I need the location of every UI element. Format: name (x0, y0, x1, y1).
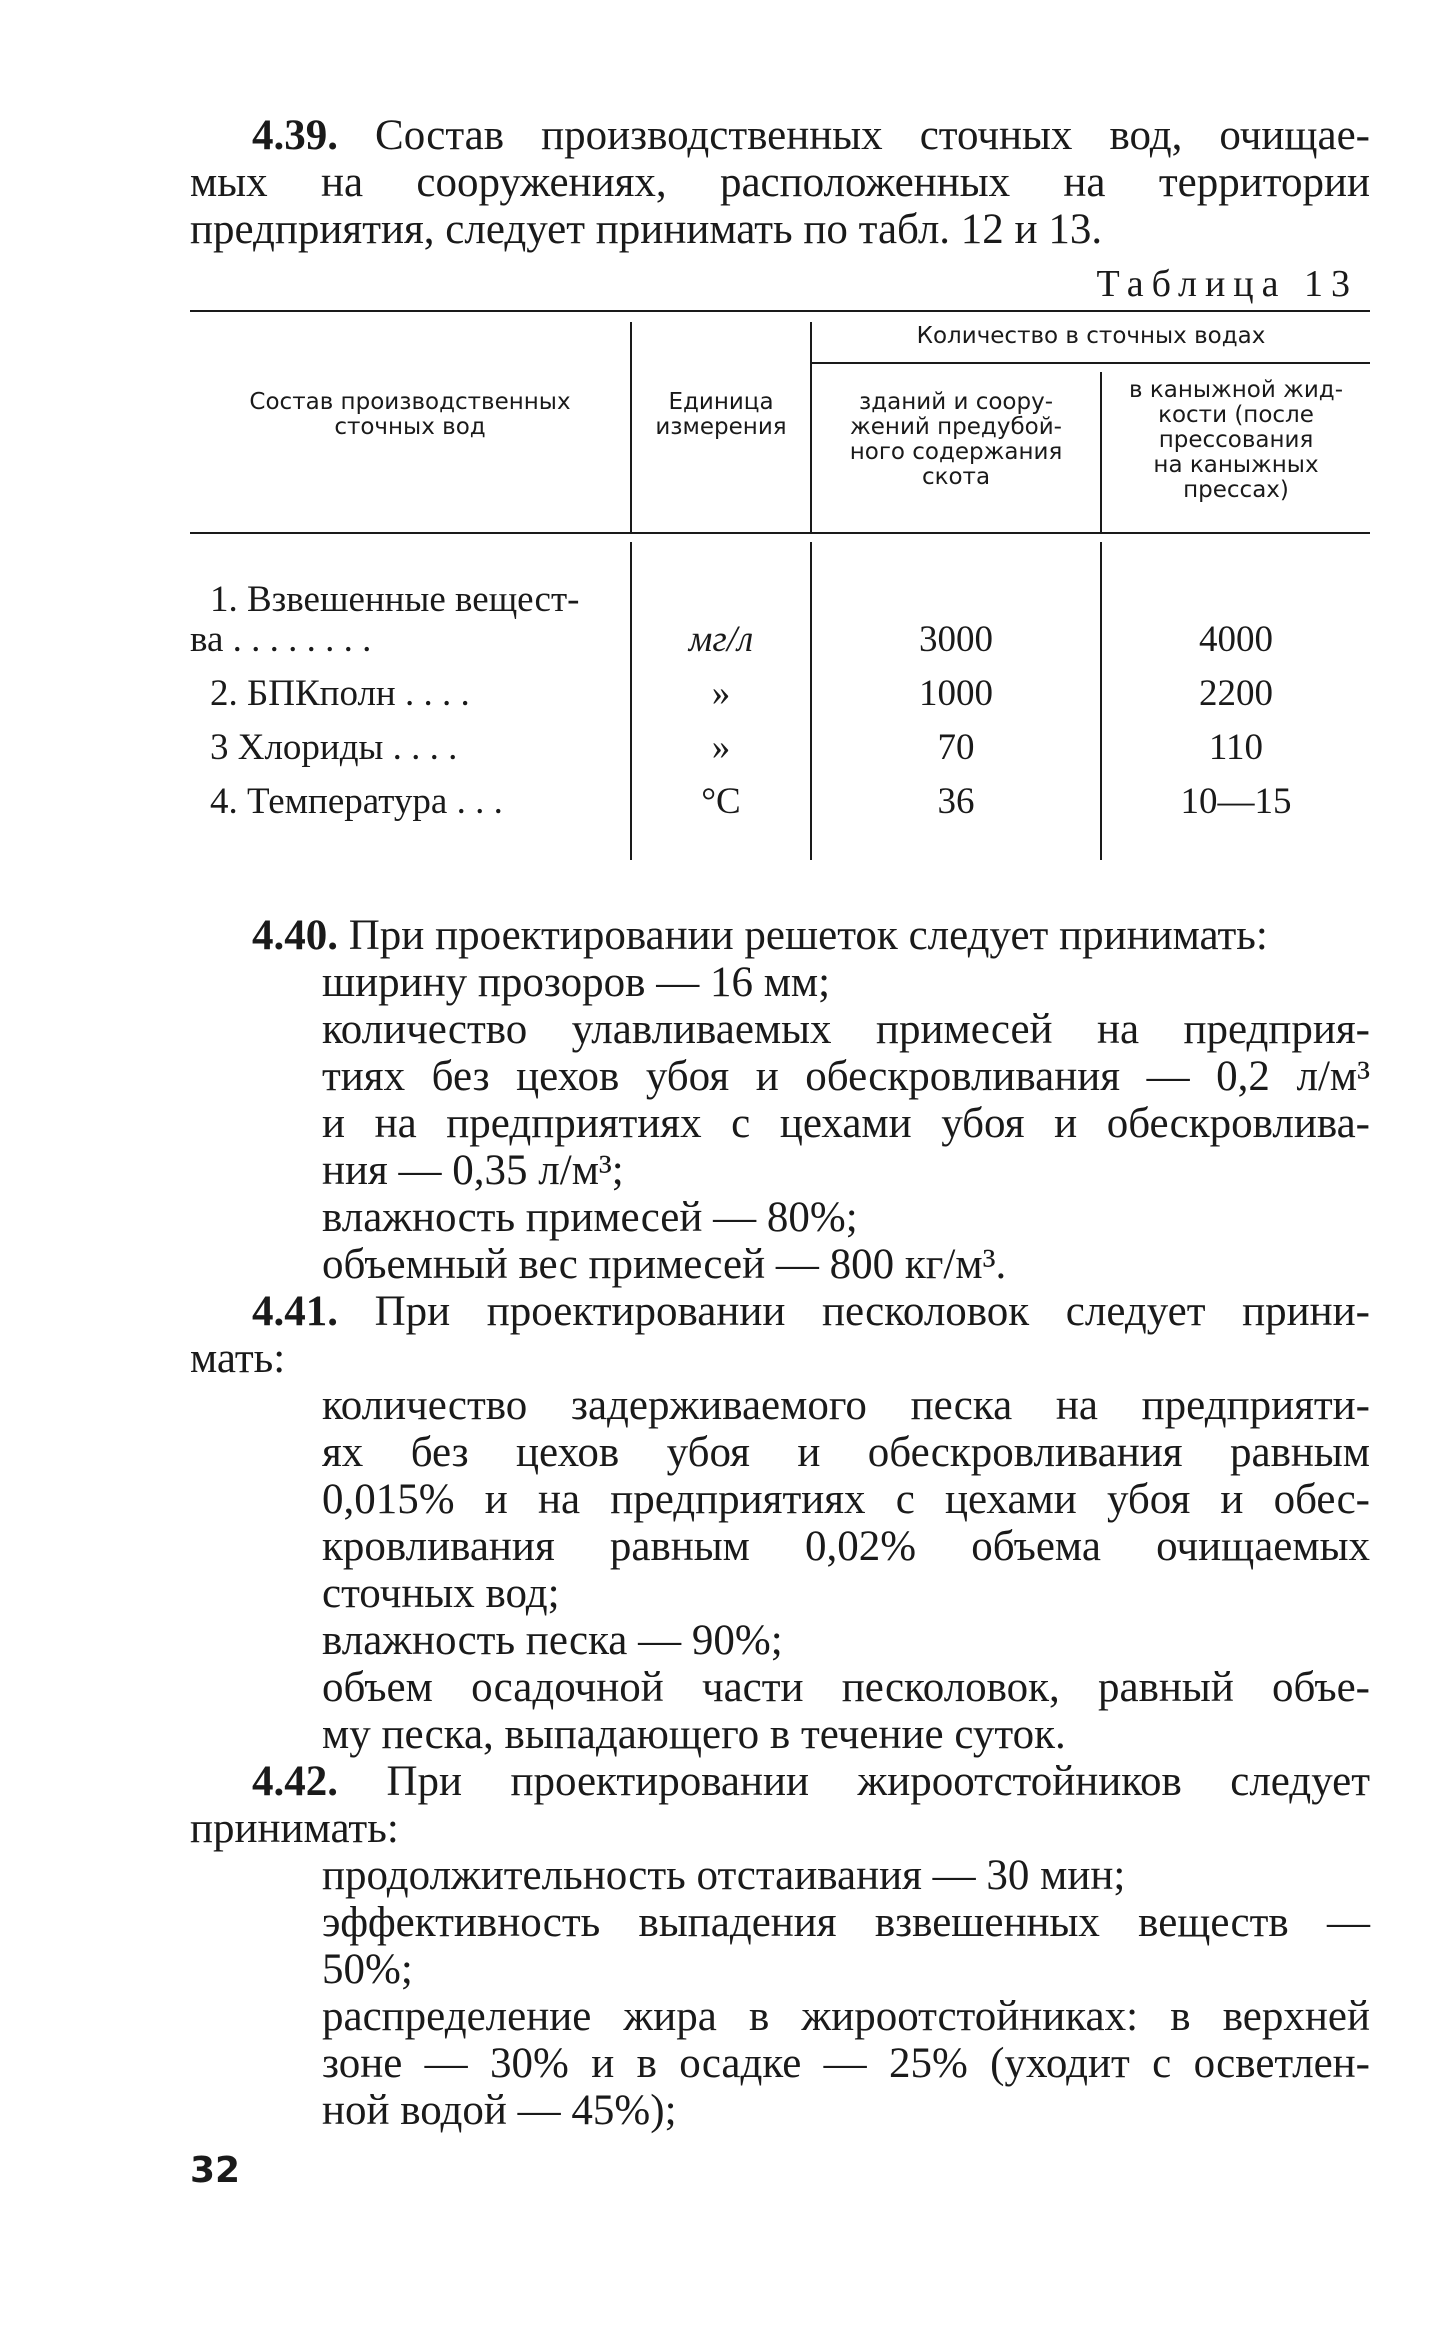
paragraph-4-40: 4.40. При проектировании решеток следует принимать: (252, 912, 1268, 959)
row-1-unit: мг/л (688, 619, 754, 660)
row-4-unit: °С (701, 781, 741, 822)
paragraph-4-42-items: продолжительность отстаивания — 30 мин; эффективность выпадения взвешенных веществ — 50%; распределение жира в жироотстойниках: в верхней зоне — 30% и в осадке — 25% (уходит с осветлен- ной водой — 45%); (322, 1852, 1370, 2134)
paragraph-4-41-items: количество задерживаемого песка на предприяти- ях без цехов убоя и обескровливания равным 0,015% и на предприятиях с цехами убоя и обес- кровливания равным 0,02% объема очищаемых сточных вод; влажность песка — 90%; объем осадочной части песколовок, равный объе- му песка, выпадающего в течение суток. (322, 1382, 1370, 1758)
row-1-value-1: 3000 (919, 619, 993, 660)
paragraph-4-41: 4.41. При проектировании песколовок следует прини- мать: (190, 1288, 1370, 1382)
row-2-unit: » (711, 673, 731, 714)
header-quantity-group: Количество в сточных водах (916, 323, 1266, 349)
row-4-value-1: 36 (937, 781, 975, 822)
clause-number: 4.41. (252, 1288, 338, 1335)
header-buildings: зданий и соору- жений предубой- ного содержания скота (849, 389, 1063, 490)
table-caption: Таблица 13 (1096, 263, 1358, 305)
clause-number: 4.42. (252, 1758, 338, 1805)
group-rule (810, 362, 1370, 364)
row-3-value-1: 70 (937, 727, 975, 768)
row-3-name: 3 Хлориды . . . . (210, 727, 458, 768)
header-bottom-rule (190, 532, 1370, 534)
row-1-name: 1. Взвешенные вещест- ва . . . . . . . . (190, 579, 580, 660)
header-liquid: в каныжной жид- кости (после прессования на каныжных прессах) (1128, 377, 1343, 503)
row-2-value-2: 2200 (1199, 673, 1273, 714)
row-4-name: 4. Температура . . . (210, 781, 503, 822)
row-2-value-1: 1000 (919, 673, 993, 714)
row-3-value-2: 110 (1208, 727, 1264, 768)
header-composition: Состав производственных сточных вод (249, 389, 571, 440)
header-unit: Единица измерения (655, 389, 787, 440)
row-2-name: 2. БПКполн . . . . (210, 673, 470, 714)
table-13 (190, 310, 1370, 870)
paragraph-4-39: 4.39. Состав производственных сточных вод, очищае- мых на сооружениях, расположенных на территории предприятия, следует принимать по табл. 12 и 13. (190, 112, 1370, 253)
paragraph-4-42: 4.42. При проектировании жироотстойников следует принимать: (190, 1758, 1370, 1852)
row-4-value-2: 10—15 (1180, 781, 1292, 822)
clause-number: 4.40. (252, 912, 338, 959)
paragraph-4-40-items: ширину прозоров — 16 мм; количество улавливаемых примесей на предприя- тиях без цехов убоя и обескровливания — 0,2 л/м³ и на предприятиях с цехами убоя и обескровлива- ния — 0,35 л/м³; влажность примесей — 80%; объемный вес примесей — 800 кг/м³. (322, 959, 1370, 1288)
table-top-rule (190, 310, 1370, 312)
row-3-unit: » (711, 727, 731, 768)
page-number: 32 (190, 2150, 241, 2191)
clause-number: 4.39. (252, 112, 338, 159)
row-1-value-2: 4000 (1199, 619, 1273, 660)
